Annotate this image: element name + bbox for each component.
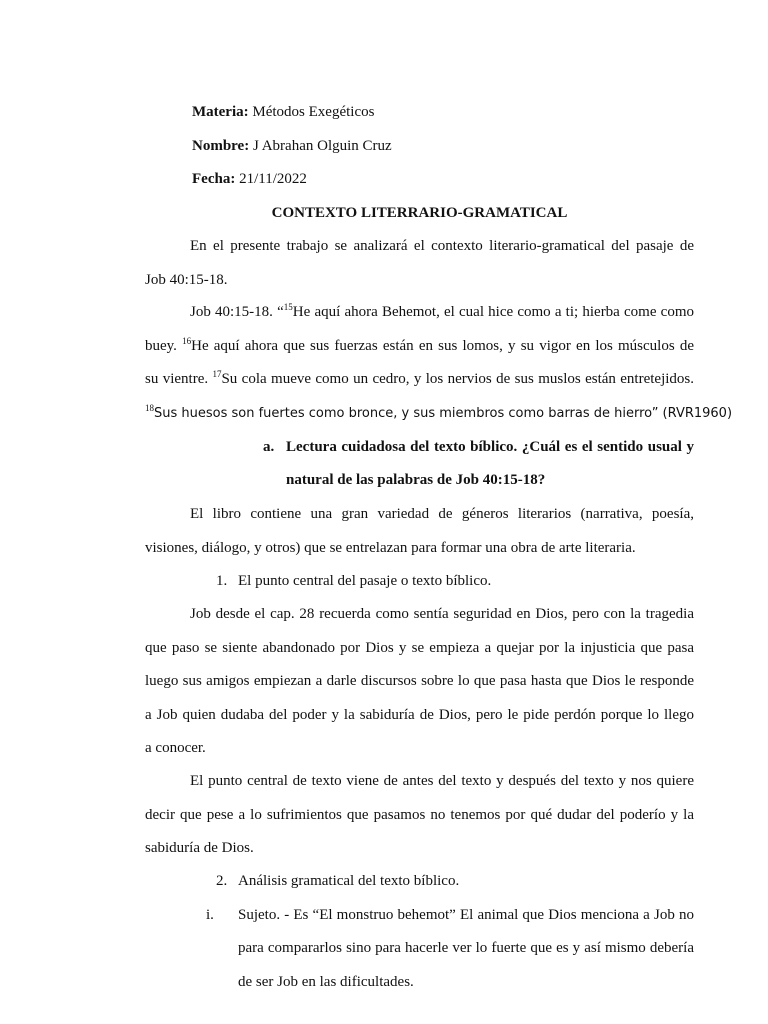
- verse-open-quote: “: [272, 304, 284, 320]
- verse-16-text: He aquí ahora que sus fuerzas están en sus lomos, y su vigor en los músculos de: [191, 338, 695, 354]
- paragraph-2-line-2: que paso se siente abandonado por Dios y se empieza a quejar por la injusticia que pasa: [145, 640, 694, 656]
- verse-number-17: 17: [212, 369, 222, 379]
- verse-number-15: 15: [283, 302, 293, 312]
- paragraph-2-line-3: luego sus amigos empiezan a darle discursos sobre lo que pasa hasta que Dios le responde: [145, 673, 694, 689]
- paragraph-1-line-2: visiones, diálogo, y otros) que se entrelazan para formar una obra de arte literaria.: [145, 540, 636, 556]
- fecha-value: 21/11/2022: [239, 171, 307, 187]
- materia-value: Métodos Exegéticos: [252, 104, 375, 120]
- verse-number-18: 18: [145, 403, 154, 413]
- verse-number-16: 16: [182, 336, 192, 346]
- verse-15-text: He aquí ahora Behemot, el cual hice como a ti; hierba come como: [292, 304, 695, 320]
- item-i-line-3: de ser Job en las dificultades.: [238, 974, 414, 990]
- section-a-heading-line-1: Lectura cuidadosa del texto bíblico. ¿Cuál es el sentido usual y: [286, 439, 694, 455]
- item-i-line-1: Sujeto. - Es “El monstruo behemot” El animal que Dios menciona a Job no: [238, 907, 694, 923]
- nombre-value: J Abrahan Olguin Cruz: [252, 138, 392, 154]
- paragraph-2-line-1: Job desde el cap. 28 recuerda como sentía seguridad en Dios, pero con la tragedia: [190, 606, 694, 622]
- verse-citation: ” (RVR1960): [651, 406, 733, 421]
- paragraph-2-line-5: a conocer.: [145, 740, 206, 756]
- nombre-line: [192, 136, 392, 156]
- item-1-marker: 1.: [216, 573, 228, 589]
- intro-line-2: Job 40:15-18.: [145, 272, 228, 288]
- item-i-line-2: para compararlos sino para hacerle ver lo fuerte que es y así mismo debería: [238, 940, 694, 956]
- verse-17-text: Su cola mueve como un cedro, y los nervios de sus muslos están entretejidos.: [221, 371, 694, 387]
- verse-16-end: su vientre.: [145, 371, 213, 387]
- item-2-text: Análisis gramatical del texto bíblico.: [238, 873, 460, 889]
- fecha-label: Fecha:: [192, 171, 236, 187]
- paragraph-2-line-4: a Job quien dudaba del poder y la sabiduría de Dios, pero le pide perdón porque lo llego: [145, 707, 694, 723]
- verse-15-end: buey.: [145, 338, 183, 354]
- paragraph-1-line-1: El libro contiene una gran variedad de géneros literarios (narrativa, poesía,: [190, 506, 694, 522]
- item-2-marker: 2.: [216, 873, 228, 889]
- paragraph-3-line-3: sabiduría de Dios.: [145, 840, 254, 856]
- verse-line-1: [190, 302, 694, 322]
- verse-line-2: [145, 336, 694, 356]
- item-i-marker: i.: [206, 907, 214, 923]
- paragraph-3-line-1: El punto central de texto viene de antes del texto y después del texto y nos quiere: [190, 773, 694, 789]
- materia-label: Materia:: [192, 104, 249, 120]
- verse-line-4: [145, 403, 732, 424]
- intro-line-1: En el presente trabajo se analizará el contexto literario-gramatical del pasaje de: [190, 238, 694, 254]
- section-a-heading-line-2: natural de las palabras de Job 40:15-18?: [286, 472, 546, 488]
- item-1-text: El punto central del pasaje o texto bíblico.: [238, 573, 492, 589]
- nombre-label: Nombre:: [192, 138, 250, 154]
- verse-line-3: [145, 369, 694, 389]
- materia-line: [192, 102, 374, 122]
- fecha-line: [192, 169, 307, 189]
- paragraph-3-line-2: decir que pese a lo sufrimientos que pasamos no tenemos por qué dudar del poderío y la: [145, 807, 694, 823]
- section-a-marker: a.: [263, 439, 275, 455]
- document-title: CONTEXTO LITERRARIO-GRAMATICAL: [271, 205, 568, 221]
- verse-18-text: Sus huesos son fuertes como bronce, y sus miembros como barras de hierro: [154, 406, 652, 421]
- verse-reference: Job 40:15-18.: [190, 304, 273, 320]
